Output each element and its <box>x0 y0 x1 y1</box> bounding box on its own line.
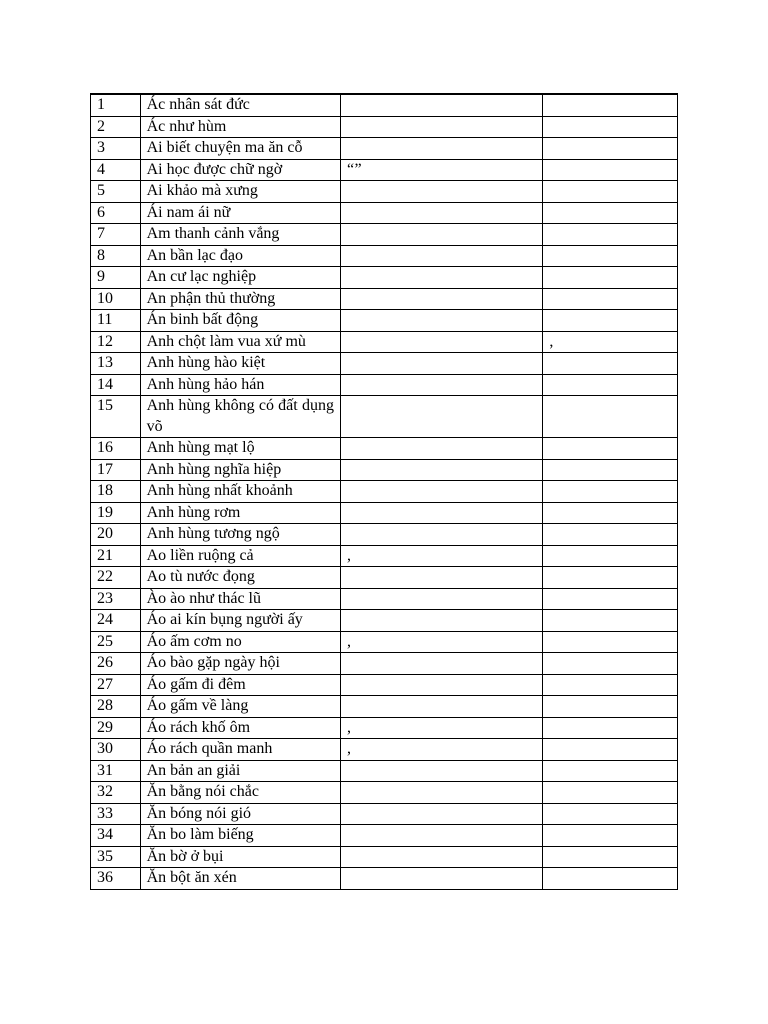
row-han-text <box>340 696 542 718</box>
table-row <box>91 653 678 675</box>
row-han-text <box>340 95 542 117</box>
row-number: 25 <box>91 631 141 653</box>
row-vietnamese-idiom: Ác như hùm <box>140 116 340 138</box>
row-number: 32 <box>91 782 141 804</box>
row-translation <box>543 396 678 438</box>
row-han-text: “” <box>340 159 542 181</box>
row-number: 29 <box>91 717 141 739</box>
row-translation <box>543 95 678 117</box>
table-row <box>91 159 678 181</box>
row-han-text <box>340 846 542 868</box>
row-translation <box>543 760 678 782</box>
row-vietnamese-idiom: Anh hùng rơm <box>140 502 340 524</box>
row-translation <box>543 116 678 138</box>
row-han-text <box>340 567 542 589</box>
table-row <box>91 396 678 438</box>
row-vietnamese-idiom: Ăn bột ăn xén <box>140 868 340 890</box>
row-han-text <box>340 481 542 503</box>
table-row <box>91 588 678 610</box>
row-vietnamese-idiom: An bần lạc đạo <box>140 245 340 267</box>
table-row <box>91 610 678 632</box>
row-number: 23 <box>91 588 141 610</box>
row-translation <box>543 159 678 181</box>
row-translation: , <box>543 331 678 353</box>
table-row <box>91 288 678 310</box>
row-vietnamese-idiom: An phận thủ thường <box>140 288 340 310</box>
row-han-text <box>340 438 542 460</box>
table-row <box>91 846 678 868</box>
row-number: 5 <box>91 181 141 203</box>
row-translation <box>543 267 678 289</box>
row-translation <box>543 438 678 460</box>
table-row <box>91 438 678 460</box>
row-translation <box>543 202 678 224</box>
table-row <box>91 674 678 696</box>
row-translation <box>543 674 678 696</box>
row-vietnamese-idiom: Anh chột làm vua xứ mù <box>140 331 340 353</box>
row-translation <box>543 459 678 481</box>
table-row <box>91 696 678 718</box>
table-row <box>91 138 678 160</box>
table-row <box>91 481 678 503</box>
table-row <box>91 760 678 782</box>
row-han-text <box>340 396 542 438</box>
row-translation <box>543 696 678 718</box>
row-translation <box>543 825 678 847</box>
row-vietnamese-idiom: Ai biết chuyện ma ăn cỗ <box>140 138 340 160</box>
table-row <box>91 717 678 739</box>
table-row <box>91 202 678 224</box>
row-translation <box>543 803 678 825</box>
row-number: 1 <box>91 95 141 117</box>
row-vietnamese-idiom: Anh hùng hảo hán <box>140 374 340 396</box>
row-translation <box>543 481 678 503</box>
row-translation <box>543 224 678 246</box>
table-row <box>91 524 678 546</box>
row-han-text <box>340 224 542 246</box>
row-vietnamese-idiom: Am thanh cảnh vắng <box>140 224 340 246</box>
row-translation <box>543 567 678 589</box>
row-number: 3 <box>91 138 141 160</box>
idiom-table-body <box>91 94 678 890</box>
row-number: 20 <box>91 524 141 546</box>
row-number: 36 <box>91 868 141 890</box>
row-han-text <box>340 524 542 546</box>
row-number: 35 <box>91 846 141 868</box>
row-han-text <box>340 588 542 610</box>
row-vietnamese-idiom: Ao tù nước đọng <box>140 567 340 589</box>
row-han-text <box>340 353 542 375</box>
row-number: 22 <box>91 567 141 589</box>
row-number: 33 <box>91 803 141 825</box>
table-row <box>91 95 678 117</box>
row-number: 10 <box>91 288 141 310</box>
table-row <box>91 331 678 353</box>
row-han-text <box>340 202 542 224</box>
row-number: 27 <box>91 674 141 696</box>
row-han-text <box>340 653 542 675</box>
idiom-table <box>90 93 678 890</box>
table-row <box>91 353 678 375</box>
row-vietnamese-idiom: Áo ai kín bụng người ấy <box>140 610 340 632</box>
row-vietnamese-idiom: Áo bào gặp ngày hội <box>140 653 340 675</box>
row-vietnamese-idiom: Áo rách khố ôm <box>140 717 340 739</box>
row-number: 34 <box>91 825 141 847</box>
row-number: 2 <box>91 116 141 138</box>
table-row <box>91 181 678 203</box>
row-han-text <box>340 288 542 310</box>
row-han-text <box>340 331 542 353</box>
row-han-text <box>340 803 542 825</box>
table-row <box>91 116 678 138</box>
row-translation <box>543 846 678 868</box>
row-vietnamese-idiom: Ao liền ruộng cả <box>140 545 340 567</box>
row-han-text <box>340 138 542 160</box>
row-han-text <box>340 310 542 332</box>
row-translation <box>543 374 678 396</box>
table-row <box>91 739 678 761</box>
row-number: 4 <box>91 159 141 181</box>
row-han-text <box>340 674 542 696</box>
row-vietnamese-idiom: Anh hùng hào kiệt <box>140 353 340 375</box>
table-row <box>91 631 678 653</box>
row-translation <box>543 610 678 632</box>
table-row <box>91 224 678 246</box>
table-row <box>91 459 678 481</box>
table-row <box>91 782 678 804</box>
row-vietnamese-idiom: Anh hùng không có đất dụng võ <box>140 396 340 438</box>
row-number: 12 <box>91 331 141 353</box>
row-han-text <box>340 267 542 289</box>
row-han-text <box>340 760 542 782</box>
row-vietnamese-idiom: An bản an giải <box>140 760 340 782</box>
table-row <box>91 374 678 396</box>
row-vietnamese-idiom: Ai khảo mà xưng <box>140 181 340 203</box>
row-translation <box>543 782 678 804</box>
table-row <box>91 545 678 567</box>
table-row <box>91 267 678 289</box>
row-number: 8 <box>91 245 141 267</box>
row-vietnamese-idiom: Áo ấm cơm no <box>140 631 340 653</box>
row-han-text: , <box>340 631 542 653</box>
row-number: 31 <box>91 760 141 782</box>
row-vietnamese-idiom: Anh hùng mạt lộ <box>140 438 340 460</box>
row-translation <box>543 524 678 546</box>
table-row <box>91 310 678 332</box>
table-row <box>91 567 678 589</box>
table-row <box>91 245 678 267</box>
row-translation <box>543 631 678 653</box>
row-han-text <box>340 782 542 804</box>
row-vietnamese-idiom: Ăn bằng nói chắc <box>140 782 340 804</box>
table-row <box>91 502 678 524</box>
row-translation <box>543 739 678 761</box>
row-number: 11 <box>91 310 141 332</box>
row-translation <box>543 310 678 332</box>
row-han-text: , <box>340 717 542 739</box>
row-vietnamese-idiom: Anh hùng nhất khoảnh <box>140 481 340 503</box>
row-number: 30 <box>91 739 141 761</box>
row-han-text <box>340 610 542 632</box>
row-translation <box>543 868 678 890</box>
row-translation <box>543 653 678 675</box>
row-vietnamese-idiom: Ăn bóng nói gió <box>140 803 340 825</box>
row-vietnamese-idiom: Áo gấm về làng <box>140 696 340 718</box>
row-vietnamese-idiom: Ăn bờ ở bụi <box>140 846 340 868</box>
row-number: 24 <box>91 610 141 632</box>
row-han-text: , <box>340 739 542 761</box>
table-row <box>91 825 678 847</box>
row-vietnamese-idiom: Ái nam ái nữ <box>140 202 340 224</box>
row-number: 26 <box>91 653 141 675</box>
row-number: 18 <box>91 481 141 503</box>
row-number: 13 <box>91 353 141 375</box>
row-vietnamese-idiom: Ác nhân sát đức <box>140 95 340 117</box>
row-han-text <box>340 116 542 138</box>
table-row <box>91 868 678 890</box>
row-translation <box>543 588 678 610</box>
row-translation <box>543 502 678 524</box>
row-number: 17 <box>91 459 141 481</box>
row-vietnamese-idiom: Ăn bo làm biếng <box>140 825 340 847</box>
row-number: 9 <box>91 267 141 289</box>
row-vietnamese-idiom: Án binh bất động <box>140 310 340 332</box>
row-vietnamese-idiom: Áo gấm đi đêm <box>140 674 340 696</box>
row-number: 21 <box>91 545 141 567</box>
row-han-text <box>340 181 542 203</box>
row-vietnamese-idiom: Anh hùng tương ngộ <box>140 524 340 546</box>
row-han-text <box>340 245 542 267</box>
row-translation <box>543 353 678 375</box>
row-number: 7 <box>91 224 141 246</box>
row-translation <box>543 545 678 567</box>
row-number: 6 <box>91 202 141 224</box>
row-translation <box>543 138 678 160</box>
row-han-text: , <box>340 545 542 567</box>
row-han-text <box>340 374 542 396</box>
row-translation <box>543 288 678 310</box>
row-vietnamese-idiom: Áo rách quần manh <box>140 739 340 761</box>
row-han-text <box>340 502 542 524</box>
row-han-text <box>340 459 542 481</box>
table-row <box>91 803 678 825</box>
row-number: 15 <box>91 396 141 438</box>
row-translation <box>543 245 678 267</box>
row-han-text <box>340 825 542 847</box>
row-translation <box>543 181 678 203</box>
row-vietnamese-idiom: Ào ào như thác lũ <box>140 588 340 610</box>
row-translation <box>543 717 678 739</box>
row-number: 14 <box>91 374 141 396</box>
row-number: 19 <box>91 502 141 524</box>
row-number: 16 <box>91 438 141 460</box>
row-number: 28 <box>91 696 141 718</box>
row-vietnamese-idiom: Ai học được chữ ngờ <box>140 159 340 181</box>
row-han-text <box>340 868 542 890</box>
row-vietnamese-idiom: Anh hùng nghĩa hiệp <box>140 459 340 481</box>
row-vietnamese-idiom: An cư lạc nghiệp <box>140 267 340 289</box>
